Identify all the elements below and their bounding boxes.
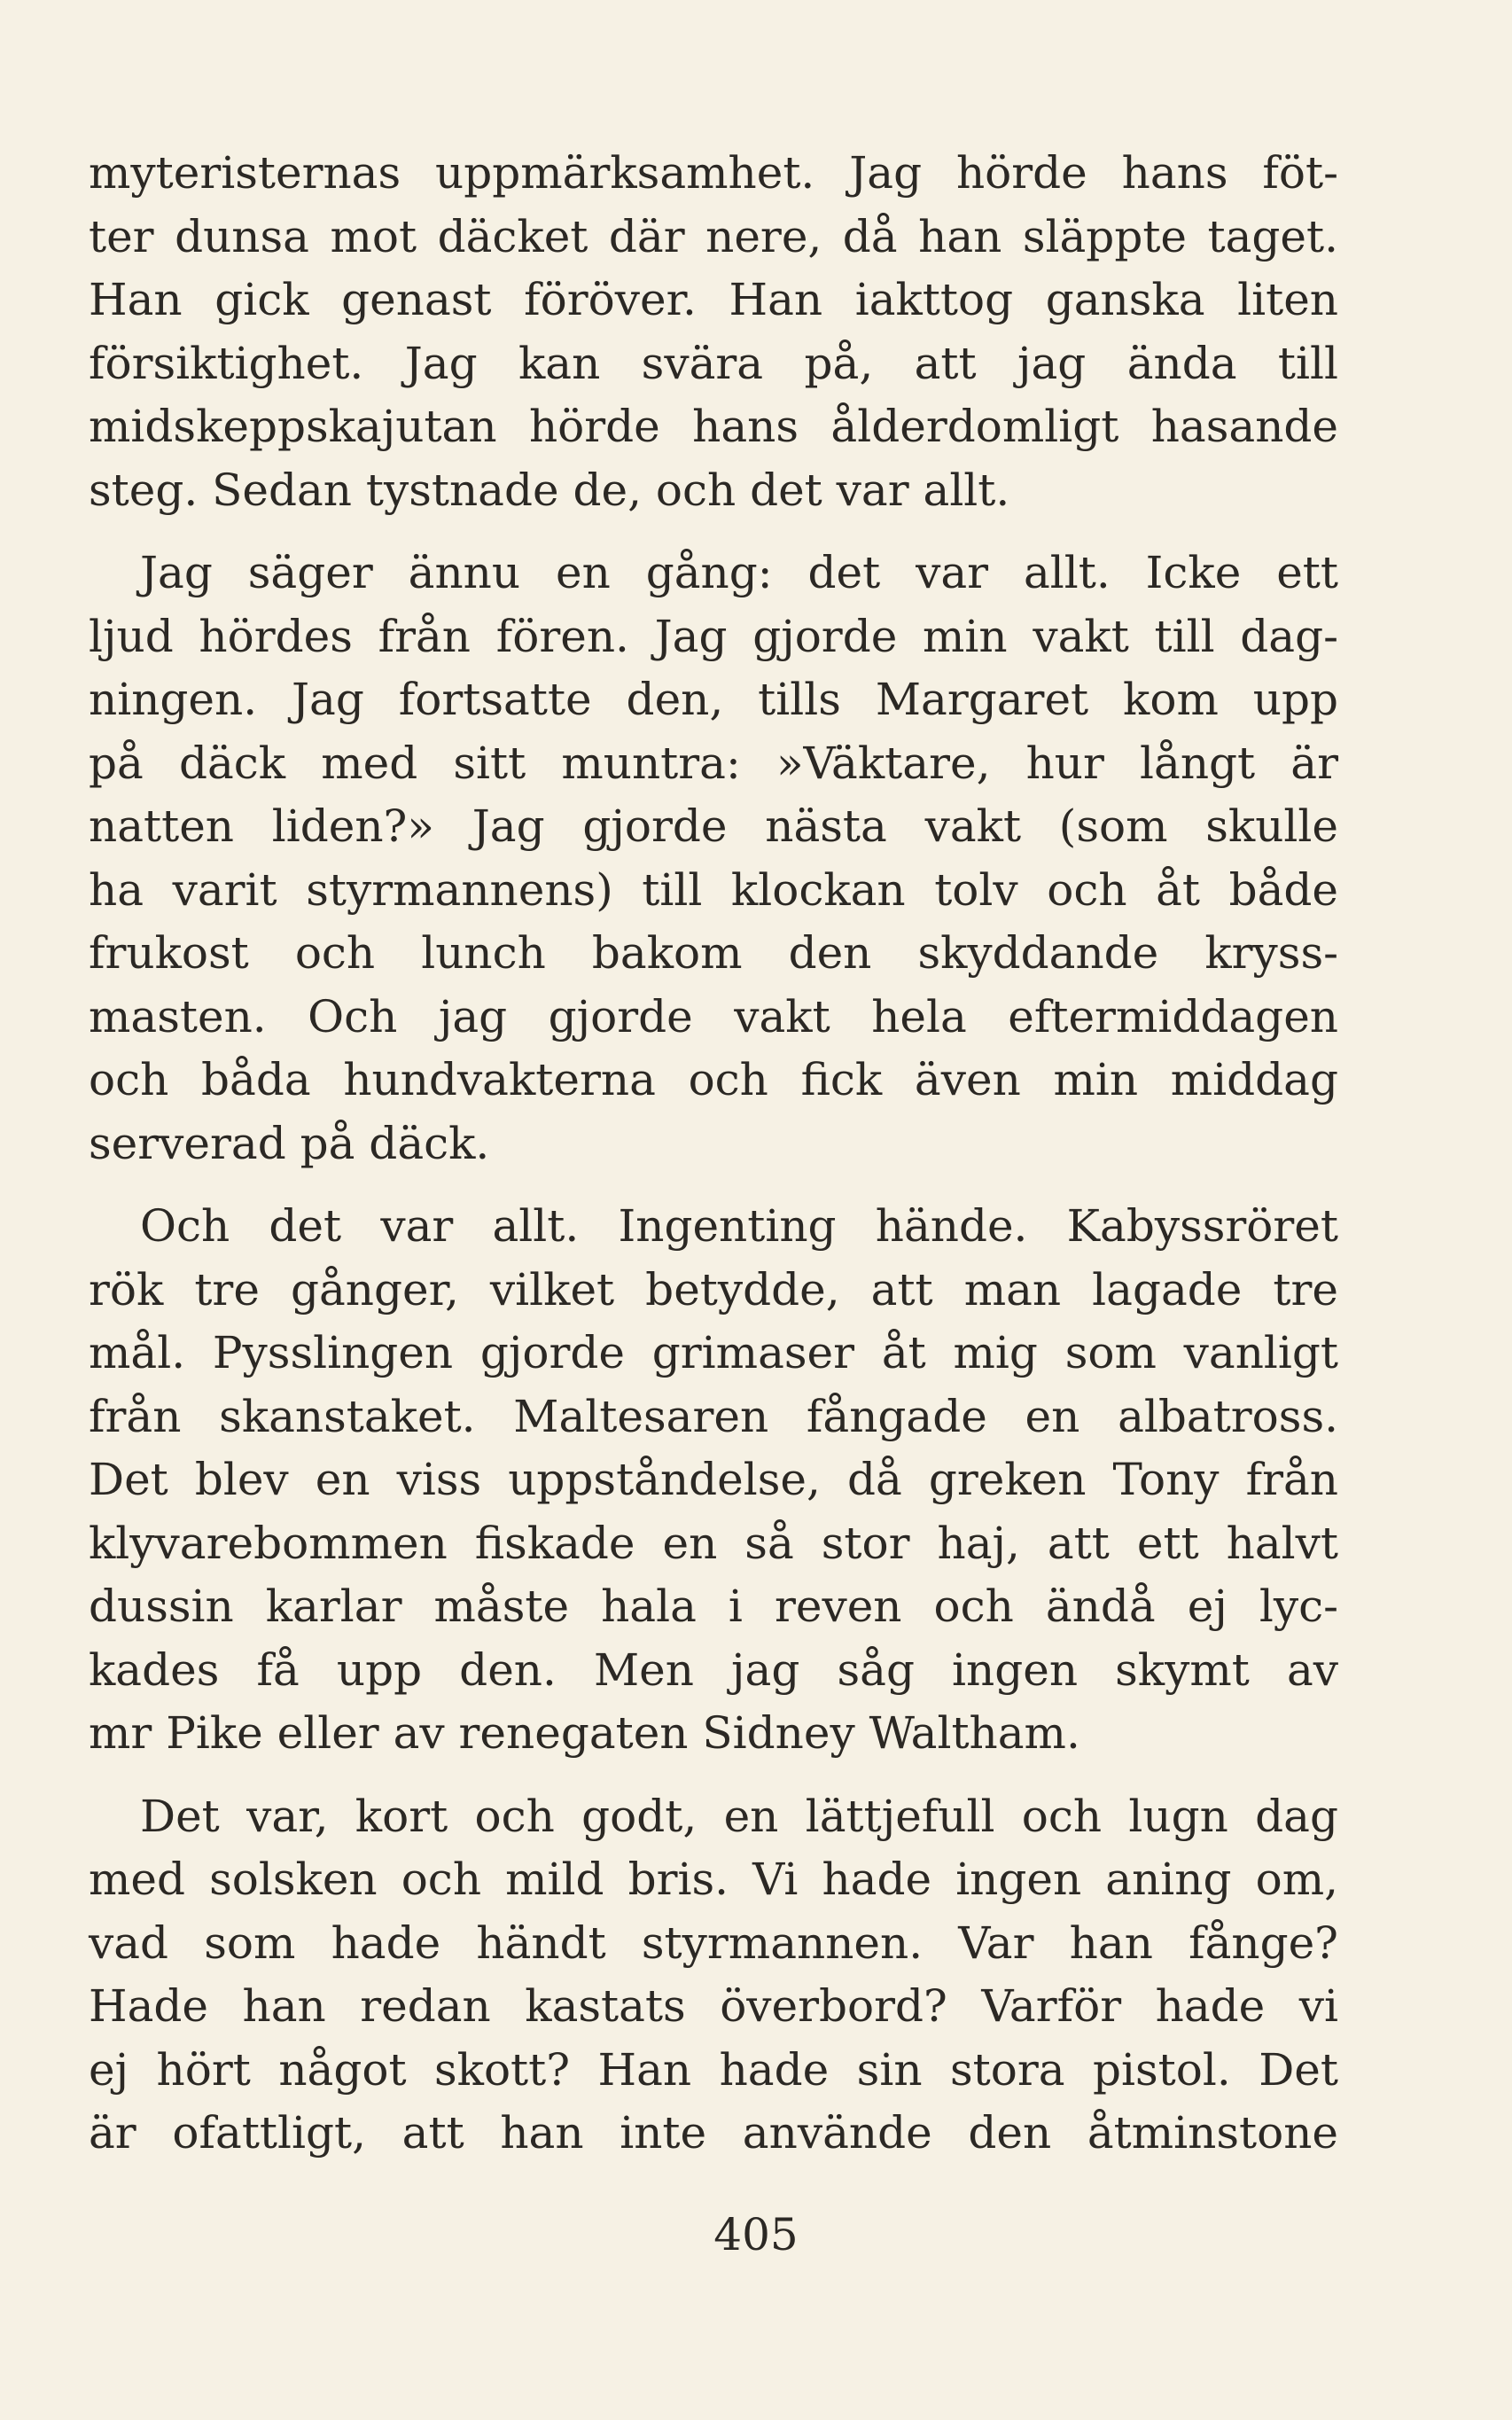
text-line: ningen. Jag fortsatte den, tills Margaret kom upp [89,674,1338,725]
text-line: ter dunsa mot däcket där nere, då han släppte taget. [89,210,1338,262]
text-line: mr Pike eller av renegaten Sidney Waltham. [89,1707,1080,1759]
paragraph [89,142,1338,522]
text-line: ha varit styrmannens) till klockan tolv och åt både [89,863,1338,916]
paragraph-gap [89,522,1338,542]
text-line: Det blev en viss uppståndelse, då greken Tony från [89,1454,1338,1505]
text-line: myteristernas uppmärksamhet. Jag hörde hans föt- [89,147,1338,199]
text-line: mål. Pysslingen gjorde grimaser åt mig som vanligt [89,1327,1338,1378]
text-line: natten liden?» Jag gjorde nästa vakt (som skulle [89,800,1338,852]
text-line: Han gick genast föröver. Han iakttog ganska liten [89,274,1338,325]
text-line: Jag säger ännu en gång: det var allt. Icke ett [140,547,1338,598]
text-line: Hade han redan kastats överbord? Varför hade vi [89,1980,1338,2032]
paragraph [89,1785,1338,2166]
text-line: med solsken och mild bris. Vi hade ingen aning om, [89,1854,1338,1905]
text-line: vad som hade händt styrmannen. Var han fånge? [89,1916,1338,1969]
paragraph [89,1195,1338,1766]
page-number: 405 [713,2209,799,2260]
text-line: midskeppskajutan hörde hans ålderdomligt hasande [89,401,1338,452]
text-line: är ofattligt, att han inte använde den åtminstone [89,2107,1338,2158]
text-line: steg. Sedan tystnade de, och det var allt. [89,464,1010,516]
paragraph [89,542,1338,1175]
body-text [89,142,1338,2166]
text-line: ljud hördes från fören. Jag gjorde min vakt till dag- [89,610,1338,662]
text-line: ej hört något skott? Han hade sin stora pistol. Det [89,2043,1338,2096]
text-line: kades få upp den. Men jag såg ingen skymt av [89,1643,1338,1696]
text-line: från skanstaket. Maltesaren fångade en albatross. [89,1390,1338,1442]
text-line: klyvarebommen fiskade en så stor haj, att ett halvt [89,1517,1338,1569]
text-line: och båda hundvakterna och fick även min middag [89,1054,1338,1105]
text-line: försiktighet. Jag kan svära på, att jag ända till [89,337,1338,389]
text-line: Och det var allt. Ingenting hände. Kabyssröret [140,1200,1338,1252]
paragraph-gap [89,1175,1338,1195]
text-line: dussin karlar måste hala i reven och ändå ej lyc- [89,1581,1338,1632]
text-line: på däck med sitt muntra: »Väktare, hur långt är [89,737,1338,789]
paragraph-gap [89,1766,1338,1785]
text-line: masten. Och jag gjorde vakt hela eftermiddagen [89,990,1338,1042]
text-line: serverad på däck. [89,1117,490,1169]
text-line: rök tre gånger, vilket betydde, att man lagade tre [89,1263,1338,1315]
text-line: frukost och lunch bakom den skyddande kryss- [89,927,1338,979]
text-line: Det var, kort och godt, en lättjefull och lugn dag [140,1790,1338,1842]
